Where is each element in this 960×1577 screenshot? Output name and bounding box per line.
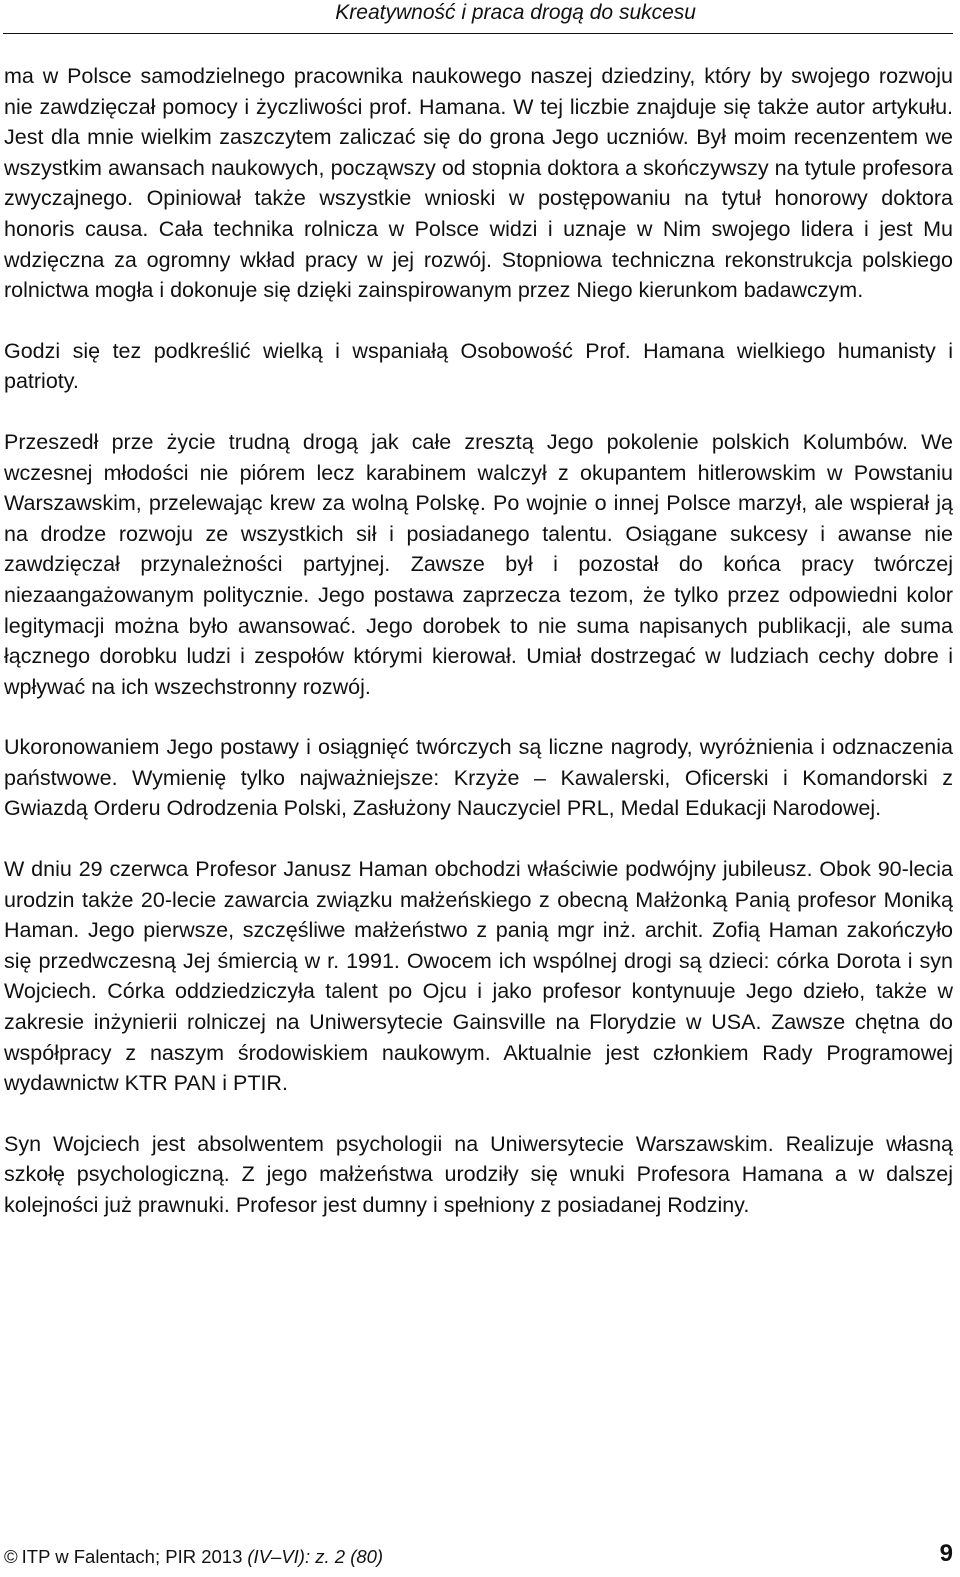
page-footer: [4, 1534, 953, 1568]
page-number: 9: [939, 1540, 953, 1567]
footer-citation: [4, 1546, 383, 1568]
paragraph: Ukoronowaniem Jego postawy i osiągnięć twórczych są liczne nagrody, wyróżnienia i odznaczenia państwowe. Wymienię tylko najważniejsze: Krzyże – Kawalerski, Oficerski i Komandorski z Gwiazdą Orderu Odrodzenia Polski, Zasłużony Nauczyciel PRL, Medal Edukacji Narodowej.: [4, 735, 953, 821]
paragraph: ma w Polsce samodzielnego pracownika naukowego naszej dziedziny, który by swojego rozwoju nie zawdzięczał pomocy i życzliwości prof. Hamana. W tej liczbie znajduje się także autor artykułu. Jest dla mnie wielkim zaszczytem zaliczać się do grona Jego uczniów. Był moim recenzentem we wszystkim awansach naukowych, począwszy od stopnia doktora a skończywszy na tytule profesora zwyczajnego. Opiniował także wszystkie wnioski w postępowaniu na tytuł honorowy doktora honoris causa. Cała technika rolnicza w Polsce widzi i uznaje w Nim swojego lidera i jest Mu wdzięczna za ogromny wkład pracy w jej rozwój. Stopniowa techniczna rekonstrukcja polskiego rolnictwa mogła i dokonuje się dzięki zainspirowanym przez Niego kierunkom badawczym.: [4, 64, 953, 303]
paragraph: W dniu 29 czerwca Profesor Janusz Haman obchodzi właściwie podwójny jubileusz. Obok 90-lecia urodzin także 20-lecie zawarcia związku małżeńskiego z obecną Małżonką Panią profesor Moniką Haman. Jego pierwsze, szczęśliwe małżeństwo z panią mgr inż. archit. Zofią Haman zakończyło się przedwczesną Jej śmiercią w r. 1991. Owocem ich wspólnej drogi są dzieci: córka Dorota i syn Wojciech. Córka oddziedziczyła talent po Ojcu i jako profesor kontynuuje Jego dzieło, także w zakresie inżynierii rolniczej na Uniwersytecie Gainsville na Florydzie w USA. Zawsze chętna do współpracy z naszym środowiskiem naukowym. Aktualnie jest członkiem Rady Programowej wydawnictw KTR PAN i PTIR.: [4, 857, 953, 1096]
footer-issue: (IV–VI): z. 2 (80): [247, 1546, 384, 1567]
footer-publisher: ITP w Falentach; PIR 2013: [21, 1546, 243, 1567]
paragraph: Godzi się tez podkreślić wielką i wspaniałą Osobowość Prof. Hamana wielkiego humanisty i patrioty.: [4, 338, 953, 394]
paragraph: Syn Wojciech jest absolwentem psychologii na Uniwersytecie Warszawskim. Realizuje własną szkołę psychologiczną. Z jego małżeństwa urodziły się wnuki Profesora Hamana a w dalszej kolejności już prawnuki. Profesor jest dumny i spełniony z posiadanej Rodziny.: [4, 1131, 953, 1217]
copyright-icon: ©: [4, 1546, 18, 1567]
article-body: [4, 61, 953, 1221]
running-header: Kreatywność i praca drogą do sukcesu: [335, 1, 696, 24]
paragraph: Przeszedł prze życie trudną drogą jak całe zresztą Jego pokolenie polskich Kolumbów. We wczesnej młodości nie piórem lecz karabinem walczył z okupantem hitlerowskim w Powstaniu Warszawskim, przelewając krew za wolną Polskę. Po wojnie o innej Polsce marzył, ale wspierał ją na drodze rozwoju ze wszystkich sił i posiadanego talentu. Osiągane sukcesy i awanse nie zawdzięczał przynależności partyjnej. Zawsze był i pozostał do końca pracy twórczej niezaangażowanym politycznie. Jego postawa zaprzecza tezom, że tylko przez odpowiedni kolor legitymacji można było awansować. Jego dorobek to nie suma napisanych publikacji, ale suma łącznego dorobku ludzi i zespołów którymi kierował. Umiał dostrzegać w ludziach cechy dobre i wpływać na ich wszechstronny rozwój.: [4, 429, 953, 699]
header-divider: [3, 33, 953, 34]
